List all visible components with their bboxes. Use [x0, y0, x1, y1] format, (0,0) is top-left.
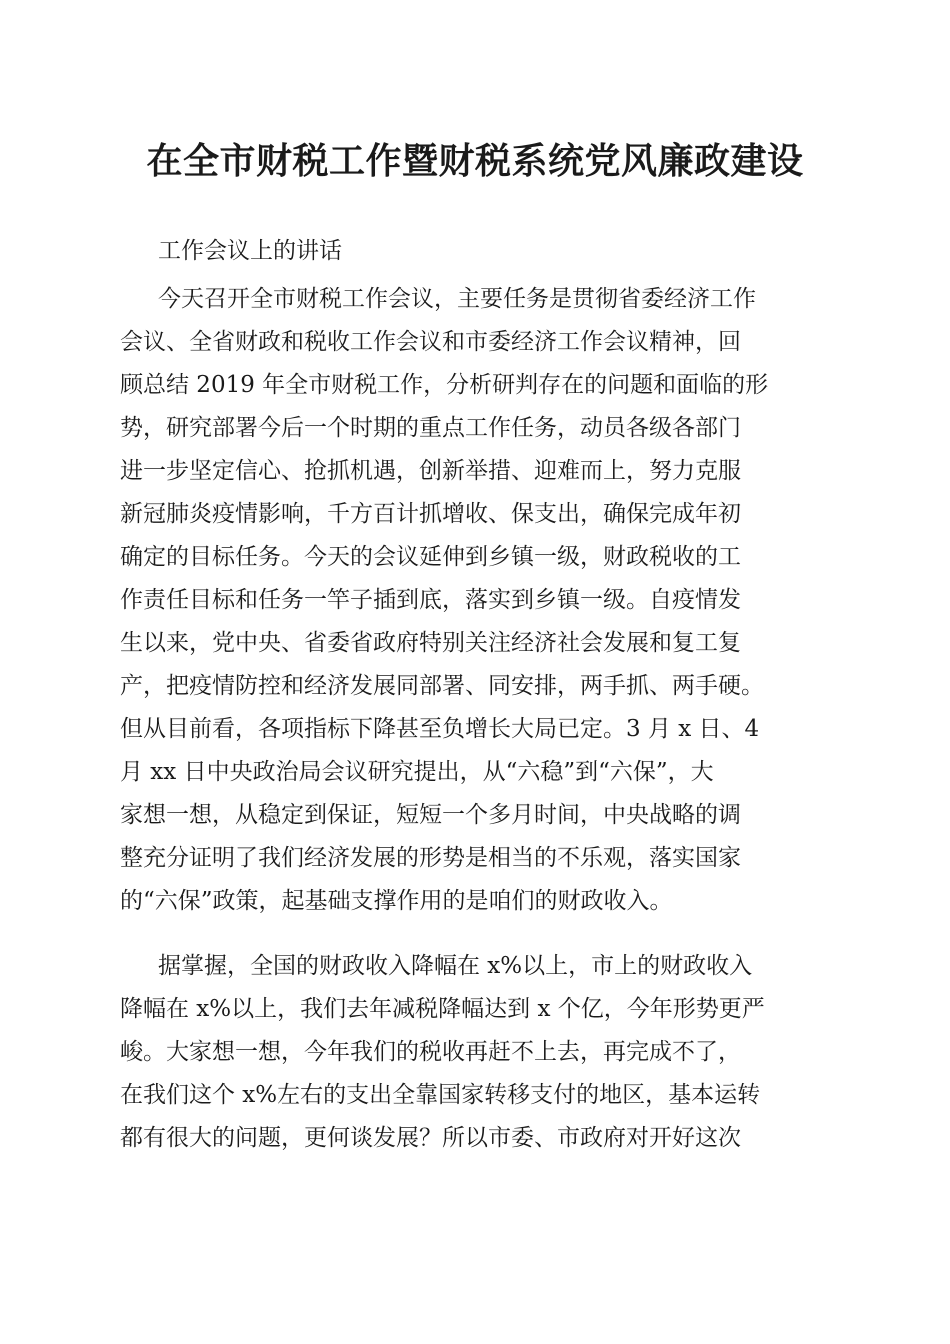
- body-line: 顾总结 2019 年全市财税工作，分析研判存在的问题和面临的形: [120, 372, 769, 398]
- body-line: 月 xx 日中央政治局会议研究提出，从“六稳”到“六保”，大: [120, 759, 714, 785]
- body-line: 在我们这个 x%左右的支出全靠国家转移支付的地区，基本运转: [120, 1082, 761, 1108]
- body-line: 作责任目标和任务一竿子插到底，落实到乡镇一级。自疫情发: [120, 587, 741, 613]
- body-line: 新冠肺炎疫情影响，千方百计抓增收、保支出，确保完成年初: [120, 501, 741, 527]
- body-line: 整充分证明了我们经济发展的形势是相当的不乐观，落实国家: [120, 845, 741, 871]
- body-line: 家想一想，从稳定到保证，短短一个多月时间，中央战略的调: [120, 802, 741, 828]
- body-line: 生以来，党中央、省委省政府特别关注经济社会发展和复工复: [120, 630, 741, 656]
- body-line: 产，把疫情防控和经济发展同部署、同安排，两手抓、两手硬。: [120, 673, 764, 699]
- body-line: 但从目前看，各项指标下降甚至负增长大局已定。3 月 x 日、4: [120, 716, 760, 742]
- body-line: 进一步坚定信心、抢抓机遇，创新举措、迎难而上，努力克服: [120, 458, 741, 484]
- body-line: 的“六保”政策，起基础支撑作用的是咱们的财政收入。: [120, 888, 673, 914]
- body-line: 势，研究部署今后一个时期的重点工作任务，动员各级各部门: [120, 415, 741, 441]
- body-line: 峻。大家想一想，今年我们的税收再赶不上去，再完成不了，: [120, 1039, 741, 1065]
- body-line: 降幅在 x%以上，我们去年减税降幅达到 x 个亿，今年形势更严: [120, 996, 765, 1022]
- body-line: 确定的目标任务。今天的会议延伸到乡镇一级，财政税收的工: [120, 544, 741, 570]
- body-line: 今天召开全市财税工作会议，主要任务是贯彻省委经济工作: [158, 286, 756, 312]
- body-line: 都有很大的问题，更何谈发展？所以市委、市政府对开好这次: [120, 1125, 741, 1151]
- document-subtitle: 工作会议上的讲话: [158, 238, 342, 264]
- document-title: 在全市财税工作暨财税系统党风廉政建设: [146, 140, 804, 182]
- body-line: 据掌握，全国的财政收入降幅在 x%以上，市上的财政收入: [158, 953, 753, 979]
- body-line: 会议、全省财政和税收工作会议和市委经济工作会议精神，回: [120, 329, 741, 355]
